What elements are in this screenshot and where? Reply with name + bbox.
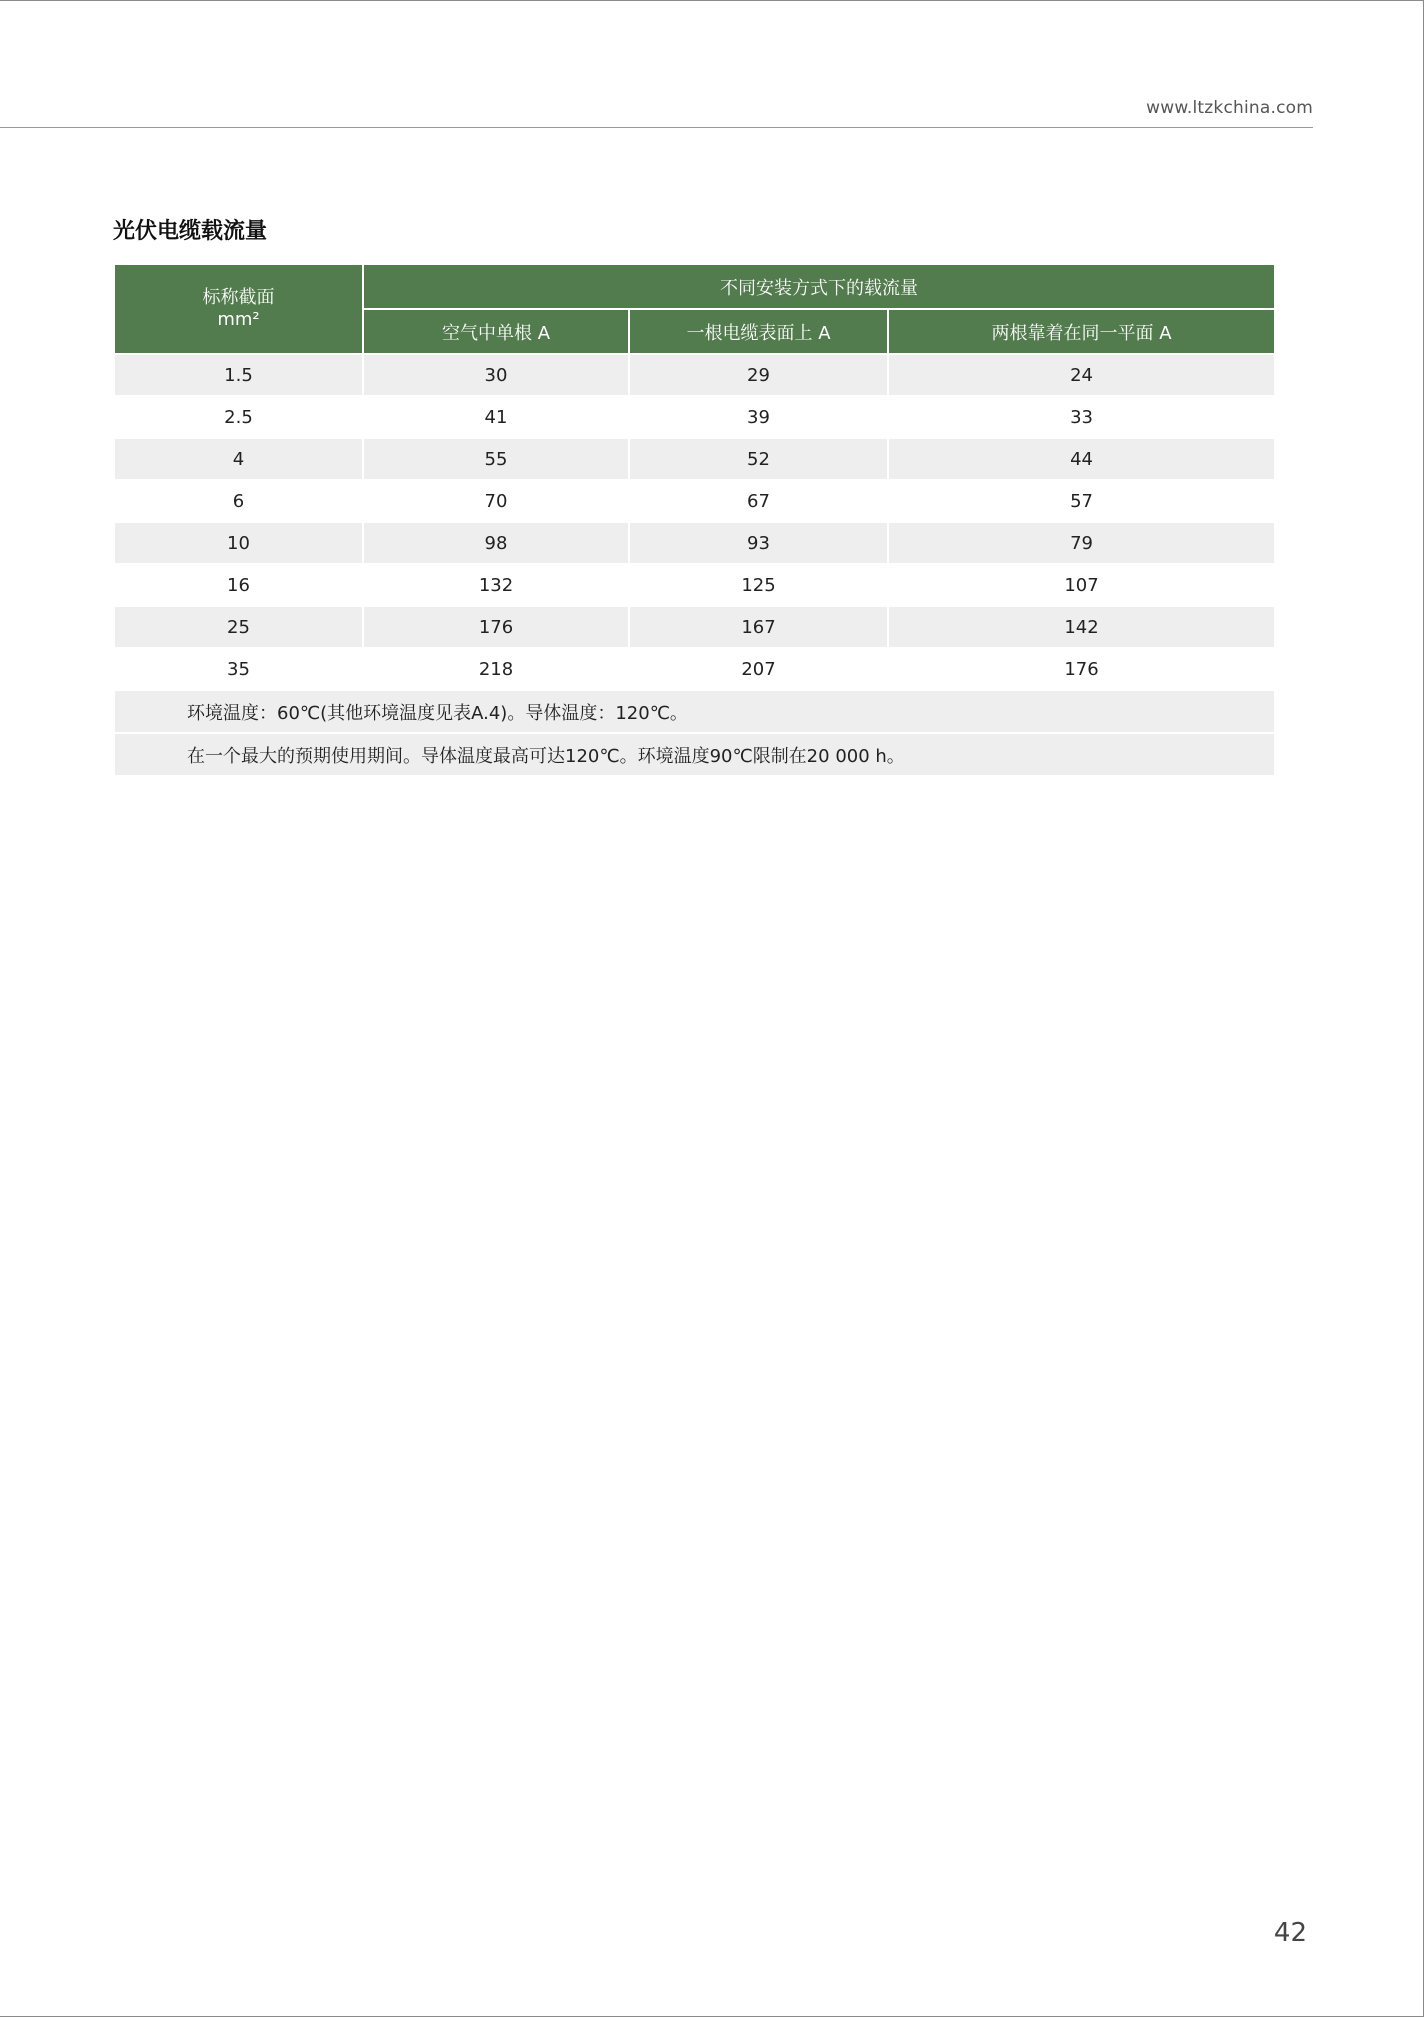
- table-note-row: [114, 733, 1275, 776]
- table-cell: 218: [363, 648, 629, 690]
- table-cell: 30: [363, 354, 629, 396]
- table-row: [114, 522, 1275, 564]
- header-two-adjacent: 两根靠着在同一平面 A: [888, 309, 1275, 354]
- table-cell: 57: [888, 480, 1275, 522]
- table-cell: 2.5: [114, 396, 363, 438]
- table-cell: 24: [888, 354, 1275, 396]
- table-cell: 10: [114, 522, 363, 564]
- header-nominal-section: [114, 264, 363, 354]
- ampacity-table: [113, 263, 1276, 777]
- table-note: 在一个最大的预期使用期间。导体温度最高可达120℃。环境温度90℃限制在20 000 h。: [114, 733, 1275, 776]
- header-nominal-section-unit: mm²: [217, 309, 260, 330]
- table-row: [114, 606, 1275, 648]
- table-cell: 35: [114, 648, 363, 690]
- table-cell: 25: [114, 606, 363, 648]
- table-cell: 33: [888, 396, 1275, 438]
- table-cell: 44: [888, 438, 1275, 480]
- table-cell: 125: [629, 564, 888, 606]
- table-note: 环境温度：60℃(其他环境温度见表A.4)。导体温度：120℃。: [114, 690, 1275, 733]
- table-row: [114, 480, 1275, 522]
- table-row: [114, 396, 1275, 438]
- table-cell: 93: [629, 522, 888, 564]
- table-cell: 29: [629, 354, 888, 396]
- header-nominal-section-label: 标称截面: [202, 287, 275, 308]
- table-cell: 67: [629, 480, 888, 522]
- table-cell: 176: [363, 606, 629, 648]
- table-cell: 167: [629, 606, 888, 648]
- table-row: [114, 648, 1275, 690]
- table-cell: 1.5: [114, 354, 363, 396]
- header-single-in-air: 空气中单根 A: [363, 309, 629, 354]
- header-rule: [0, 127, 1313, 128]
- table-cell: 4: [114, 438, 363, 480]
- table-cell: 39: [629, 396, 888, 438]
- header-ampacity-group: 不同安装方式下的载流量: [363, 264, 1275, 309]
- table-row: [114, 354, 1275, 396]
- table-cell: 41: [363, 396, 629, 438]
- table-cell: 6: [114, 480, 363, 522]
- table-cell: 207: [629, 648, 888, 690]
- section-title: 光伏电缆载流量: [113, 219, 268, 244]
- table-cell: 52: [629, 438, 888, 480]
- table-note-row: [114, 690, 1275, 733]
- table-cell: 55: [363, 438, 629, 480]
- site-url: www.ltzkchina.com: [1146, 98, 1313, 118]
- table-cell: 98: [363, 522, 629, 564]
- table-row: [114, 564, 1275, 606]
- table-cell: 132: [363, 564, 629, 606]
- table-cell: 16: [114, 564, 363, 606]
- table-cell: 107: [888, 564, 1275, 606]
- page-number: 42: [1273, 1918, 1307, 1948]
- ampacity-table-wrap: [113, 263, 1274, 777]
- table-cell: 79: [888, 522, 1275, 564]
- header-on-surface: 一根电缆表面上 A: [629, 309, 888, 354]
- table-cell: 142: [888, 606, 1275, 648]
- table-cell: 70: [363, 480, 629, 522]
- table-cell: 176: [888, 648, 1275, 690]
- table-row: [114, 438, 1275, 480]
- table-header-row: [114, 264, 1275, 309]
